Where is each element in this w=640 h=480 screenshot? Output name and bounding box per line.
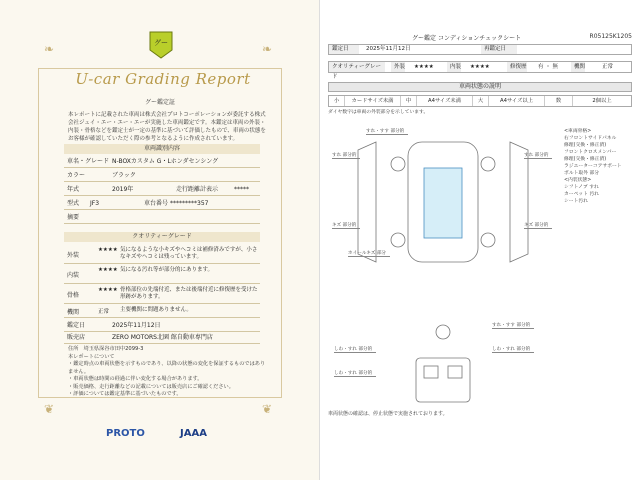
ornament-top-left-icon: ❧ [44, 42, 55, 56]
dealer-row: 販売店 ZERO MOTORS北園 館自動車専門店 [64, 332, 260, 344]
damage-tag: すれ・すす 部分的 [366, 128, 408, 135]
wheel-rear-right-icon [481, 233, 495, 247]
certificate-label: グー鑑定証 [144, 99, 175, 106]
sheet-side-notes: <車両骨格> 右フロントサイドパネル 修理(交換・修正済) フロントクロスメンバー 修理(交換・修正済) ラジエーターコアサポート ボルト取外 部分 <内装状態> シフトノブ すれ カーペット 汚れ シート汚れ [564, 129, 622, 204]
proto-logo: PROTO [106, 428, 145, 439]
goo-badge-icon [148, 30, 174, 60]
wheel-rear-left-icon [391, 233, 405, 247]
ornament-top-right-icon: ❧ [262, 42, 273, 56]
certificate-notes: 本レポートについて ・鑑定時点の車両状態を示すものであり、以降の状態の変化を保証するものではありません。 ・車両状態は時間の経過に伴い変化する場合があります。 ・販売価格、走行距離などの記載については販売店にご確認ください。 ・評価については鑑定基準に基づいたものです。 [68, 354, 266, 398]
wheel-front-left-icon [391, 157, 405, 171]
front-seat-right [448, 366, 462, 378]
damage-tag: キズ 部分的 [332, 222, 360, 229]
vehicle-year-row: 年式 2019年 走行距離計表示 ***** [64, 184, 260, 196]
damage-tag: すれ・すす 部分的 [492, 322, 534, 329]
ornament-bottom-right-icon: ❦ [262, 402, 273, 416]
steering-wheel-icon [436, 325, 450, 339]
vehicle-color-row: カラー ブラック [64, 170, 260, 182]
vehicle-notes-row: 摘要 [64, 212, 260, 224]
car-roof [424, 168, 462, 238]
quality-engine-row: 機関 正常 主要機関に問題ありません。 [64, 304, 260, 318]
sheet-title: グー鑑定 コンディションチェックシート [412, 35, 522, 42]
condition-section-header: 車両状態の説明 [328, 82, 632, 92]
vehicle-section-header: 車両識別内容 [64, 144, 260, 154]
condition-check-sheet [320, 0, 640, 480]
jaaa-logo: JAAA [180, 428, 207, 439]
vehicle-model-row: 型式 JF3 車台番号 *********357 [64, 198, 260, 210]
damage-scale-row: 小 カードサイズ未満 中 A4サイズ未満 大 A4サイズ以上 数 2個以上 [328, 95, 632, 107]
car-damage-diagram [328, 122, 560, 410]
damage-tag: ホイールキズ 部分 [348, 250, 390, 257]
damage-tag: しわ・すれ 部分的 [334, 346, 376, 353]
damage-tag: しわ・すれ 部分的 [492, 346, 534, 353]
front-seat-left [424, 366, 438, 378]
ornament-bottom-left-icon: ❦ [44, 402, 55, 416]
certificate-title: U-car Grading Report [75, 70, 251, 88]
wheel-front-right-icon [481, 157, 495, 171]
sheet-quality-row: クオリティーグレード 外装 ★★★★ 内装 ★★★★ 修復歴 有 ・ 無 機関 正常 [328, 61, 632, 73]
appraisal-date-row: 鑑定日 2025年11月12日 [64, 320, 260, 332]
address-line: 住所 埼玉県深谷市田中2099-3 [68, 346, 144, 352]
sheet-date-row: 鑑定日 2025年11月12日 再鑑定日 [328, 44, 632, 55]
sheet-code: R05125K1205 [589, 33, 632, 40]
damage-tag: すれ 部分的 [524, 152, 552, 159]
sheet-legend: ダイヤ数字は車両の外装部分を示しています。 [328, 110, 429, 115]
svg-text:グー: グー [154, 39, 168, 47]
car-left-side [358, 142, 376, 262]
damage-tag: すれ 部分的 [332, 152, 360, 159]
car-interior-view [416, 358, 470, 402]
damage-tag: キズ 部分的 [524, 222, 552, 229]
certificate-intro: 本レポートに記載された車両は株式会社プロトコーポレーションが委託する株式会社ジェイ・エー・エー・エーが実施した車両鑑定です。本鑑定は車両の外装・内装・骨格などを鑑定士が一定の基準に基づいて評価したもので、車両の状態をお客様が確認していただく際の参考となるように作成されています。 [68, 112, 266, 142]
sheet-footnote: 車両状態の確認は、停止状態で実施されております。 [328, 411, 448, 417]
vehicle-name-row: 車名・グレード N-BOXカスタム G・Lホンダセンシング [64, 156, 260, 168]
car-right-side [510, 142, 528, 262]
damage-tag: しわ・すれ 部分的 [334, 370, 376, 377]
quality-section-header: クオリティーグレード [64, 232, 260, 242]
quality-interior-row: 内装 ★★★★ 気になる汚れ等が部分的にあります。 [64, 264, 260, 284]
quality-exterior-row: 外装 ★★★★ 気になるような小キズやヘコミは補修済みですが、小さなキズやヘコミは残っています。 [64, 244, 260, 264]
quality-frame-row: 骨格 ★★★★ 骨格部位の先端付近、または後端付近に修復歴を受けた形跡があります。 [64, 284, 260, 304]
